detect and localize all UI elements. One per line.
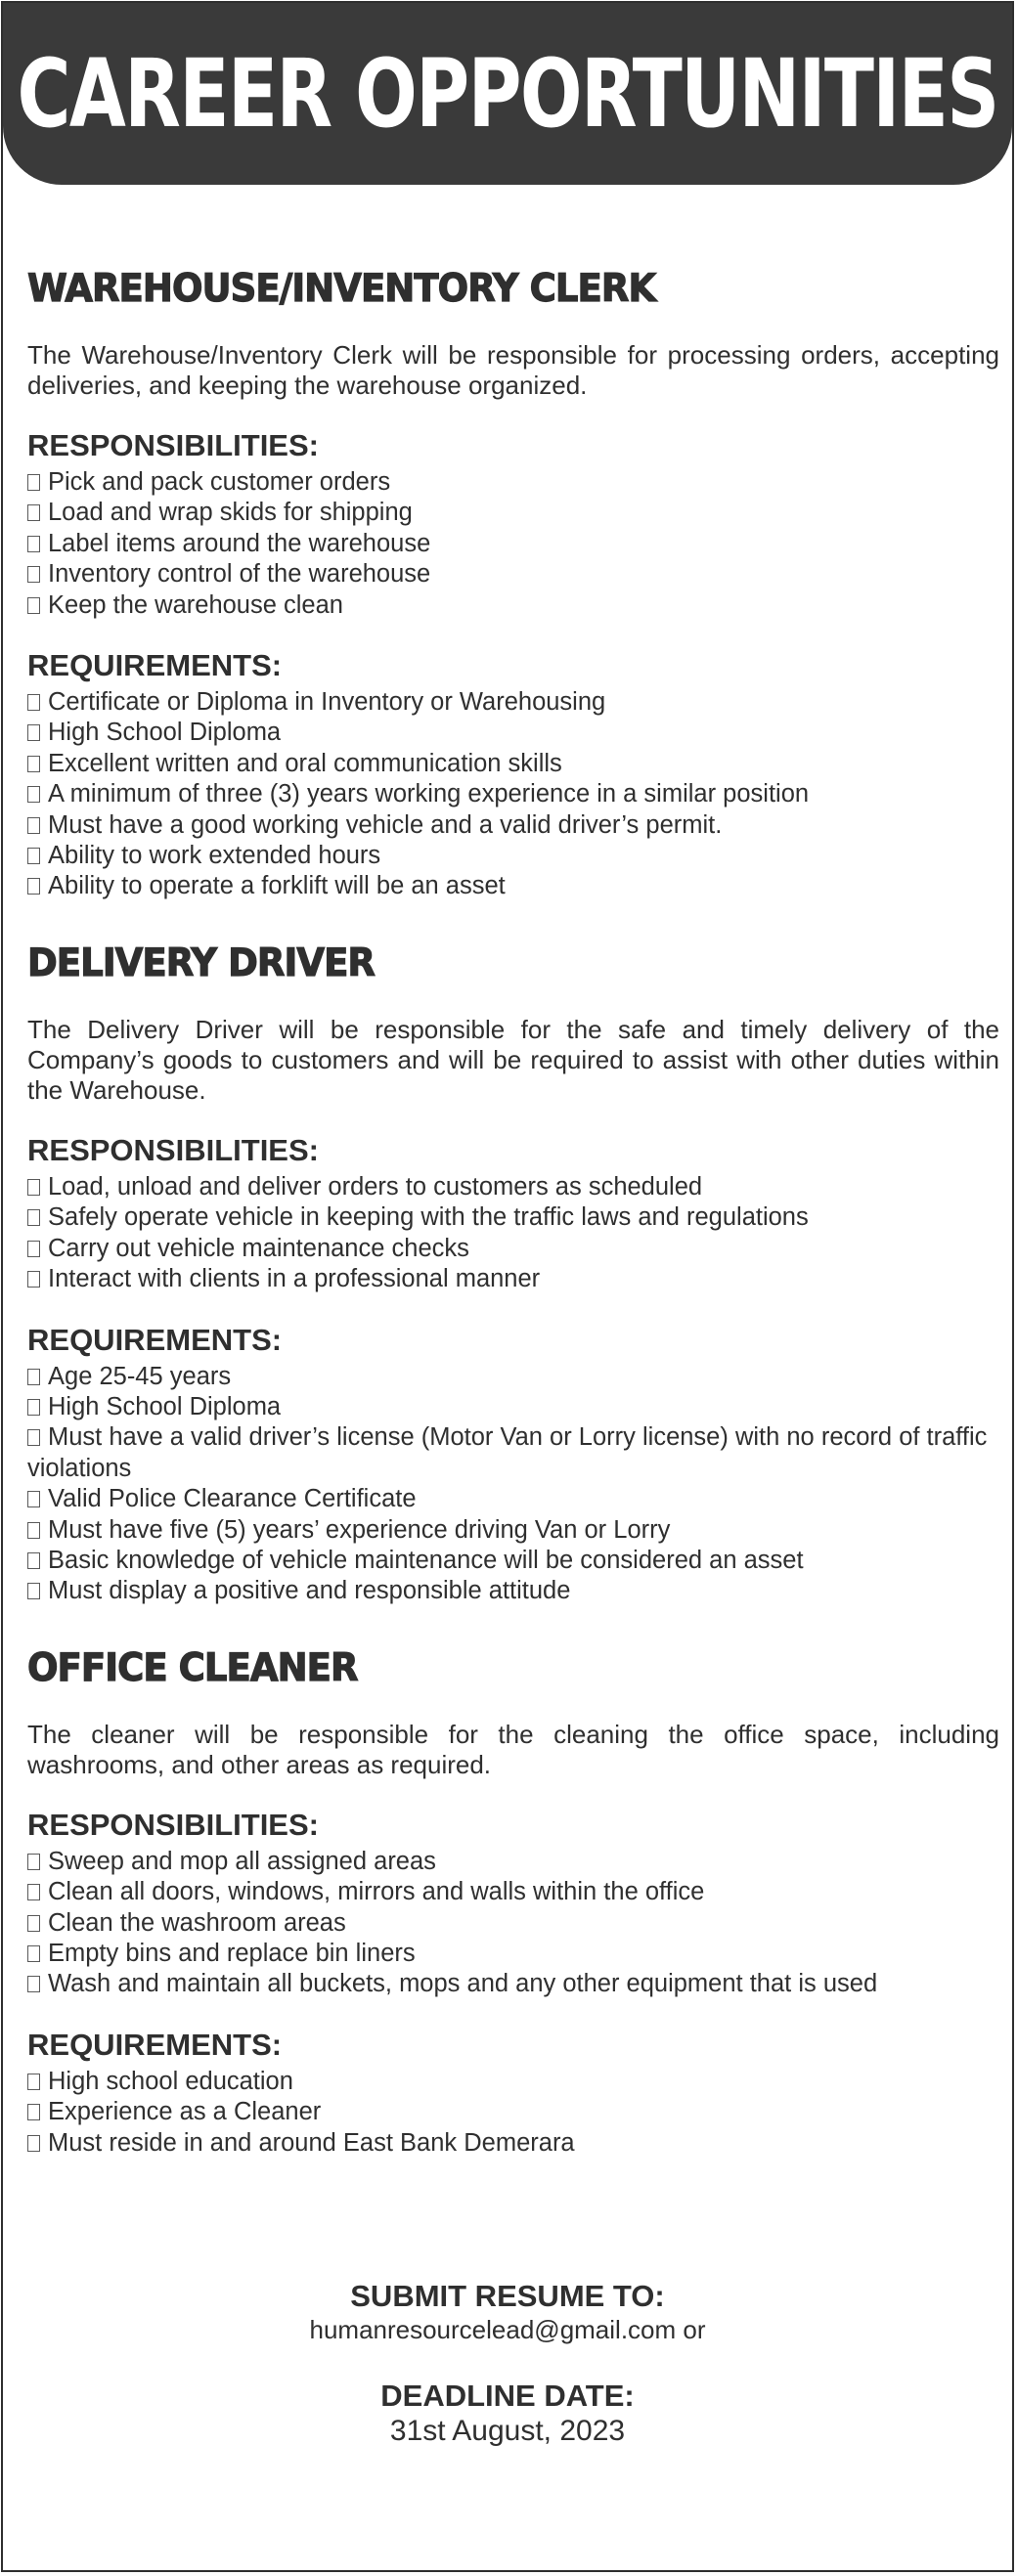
responsibility-item-text: Wash and maintain all buckets, mops and any other equipment that is used	[48, 1970, 878, 1998]
checkbox-bullet-icon	[27, 756, 40, 772]
requirement-item	[27, 779, 999, 809]
responsibility-item	[27, 1969, 999, 1999]
requirement-item	[27, 1362, 999, 1392]
responsibility-item	[27, 1939, 999, 1969]
requirement-item	[27, 841, 999, 871]
header-banner	[3, 3, 1012, 185]
responsibility-item	[27, 1264, 999, 1294]
responsibility-item	[27, 559, 999, 589]
checkbox-bullet-icon	[27, 724, 40, 741]
responsibility-item-text: Label items around the warehouse	[48, 529, 431, 557]
checkbox-bullet-icon	[27, 1522, 40, 1539]
requirement-item-text: Age 25-45 years	[48, 1362, 232, 1390]
responsibility-item-text: Sweep and mop all assigned areas	[48, 1847, 436, 1875]
responsibility-item-text: Empty bins and replace bin liners	[48, 1939, 416, 1967]
responsibility-item	[27, 1172, 999, 1202]
job-title: OFFICE CLEANER	[27, 1645, 358, 1690]
requirement-item-text: Must have a valid driver’s license (Motor Van or Lorry license) with no record of traffic violations	[27, 1423, 988, 1482]
checkbox-bullet-icon	[27, 2104, 40, 2120]
requirement-item-text: Ability to work extended hours	[48, 842, 381, 870]
responsibility-item	[27, 1908, 999, 1939]
job-title: WAREHOUSE/INVENTORY CLERK	[27, 267, 656, 311]
responsibility-item-text: Keep the warehouse clean	[48, 590, 343, 619]
responsibility-item-text: Clean the washroom areas	[48, 1908, 346, 1937]
page-title: CAREER OPPORTUNITIES	[17, 39, 998, 149]
responsibility-item-text: Inventory control of the warehouse	[48, 560, 431, 589]
requirement-item-text: High School Diploma	[48, 719, 282, 747]
requirement-item-text: Experience as a Cleaner	[48, 2098, 322, 2126]
responsibility-item	[27, 1202, 999, 1233]
requirement-item	[27, 1484, 999, 1514]
requirement-item-text: High school education	[48, 2067, 293, 2095]
checkbox-bullet-icon	[27, 1179, 40, 1196]
job-section	[27, 267, 999, 902]
requirement-item	[27, 2128, 999, 2159]
checkbox-bullet-icon	[27, 474, 40, 491]
checkbox-bullet-icon	[27, 1491, 40, 1507]
requirement-item-text: A minimum of three (3) years working experience in a similar position	[48, 780, 810, 808]
checkbox-bullet-icon	[27, 1976, 40, 1992]
requirement-item-text: Excellent written and oral communication skills	[48, 749, 562, 777]
checkbox-bullet-icon	[27, 1209, 40, 1226]
requirements-heading: REQUIREMENTS:	[27, 648, 283, 683]
checkbox-bullet-icon	[27, 1399, 40, 1416]
responsibility-item	[27, 1234, 999, 1264]
checkbox-bullet-icon	[27, 536, 40, 552]
job-description: The Warehouse/Inventory Clerk will be responsible for processing orders, accepting deliveries, and keeping the warehouse organized.	[27, 340, 999, 400]
requirement-item-text: Basic knowledge of vehicle maintenance will be considered an asset	[48, 1546, 804, 1574]
requirement-item	[27, 1515, 999, 1546]
job-section	[27, 941, 999, 1607]
responsibility-item-text: Interact with clients in a professional manner	[48, 1265, 541, 1293]
requirement-item-text: Certificate or Diploma in Inventory or Warehousing	[48, 688, 606, 717]
requirement-item	[27, 1576, 999, 1606]
deadline-section	[3, 2379, 1012, 2449]
requirement-item-text: Must have a good working vehicle and a valid driver’s permit.	[48, 810, 723, 839]
responsibility-item-text: Load and wrap skids for shipping	[48, 499, 413, 527]
job-title: DELIVERY DRIVER	[27, 940, 376, 985]
responsibility-item-text: Safely operate vehicle in keeping with the traffic laws and regulations	[48, 1203, 809, 1232]
requirement-item-text: Must reside in and around East Bank Demerara	[48, 2128, 575, 2157]
responsibility-item	[27, 1877, 999, 1907]
requirement-item	[27, 1392, 999, 1422]
requirement-item-text: Must display a positive and responsible attitude	[48, 1577, 571, 1605]
requirements-list	[27, 2067, 999, 2159]
responsibility-item	[27, 590, 999, 621]
responsibilities-list	[27, 1847, 999, 2000]
requirement-item	[27, 1422, 999, 1484]
requirement-item	[27, 2097, 999, 2127]
responsibility-item	[27, 498, 999, 528]
submit-resume-section	[3, 2279, 1012, 2345]
job-description: The cleaner will be responsible for the cleaning the office space, including washrooms, and other areas as required.	[27, 1719, 999, 1779]
responsibilities-list	[27, 467, 999, 621]
responsibility-item	[27, 1847, 999, 1877]
requirement-item	[27, 749, 999, 779]
job-description: The Delivery Driver will be responsible for the safe and timely delivery of the Company’s goods to customers and will be required to assist with other duties within the Warehouse.	[27, 1014, 999, 1105]
requirements-list	[27, 687, 999, 902]
job-advertisement	[1, 1, 1014, 2572]
contact-email[interactable]: humanresourcelead@gmail.com or	[309, 2315, 706, 2344]
responsibility-item-text: Carry out vehicle maintenance checks	[48, 1234, 469, 1262]
requirement-item-text: High School Diploma	[48, 1392, 282, 1420]
responsibilities-list	[27, 1172, 999, 1295]
responsibilities-heading: RESPONSIBILITIES:	[27, 428, 319, 462]
requirements-heading: REQUIREMENTS:	[27, 1322, 283, 1357]
checkbox-bullet-icon	[27, 1369, 40, 1385]
requirements-list	[27, 1362, 999, 1607]
checkbox-bullet-icon	[27, 504, 40, 521]
requirement-item-text: Valid Police Clearance Certificate	[48, 1485, 417, 1513]
requirement-item	[27, 718, 999, 748]
jobs-section	[27, 267, 999, 2198]
requirements-heading: REQUIREMENTS:	[27, 2027, 283, 2062]
checkbox-bullet-icon	[27, 2135, 40, 2152]
checkbox-bullet-icon	[27, 1945, 40, 1962]
responsibilities-heading: RESPONSIBILITIES:	[27, 1807, 319, 1842]
checkbox-bullet-icon	[27, 848, 40, 864]
responsibilities-heading: RESPONSIBILITIES:	[27, 1132, 319, 1167]
job-section	[27, 1646, 999, 2159]
checkbox-bullet-icon	[27, 878, 40, 895]
checkbox-bullet-icon	[27, 1552, 40, 1569]
checkbox-bullet-icon	[27, 817, 40, 834]
checkbox-bullet-icon	[27, 1915, 40, 1932]
responsibility-item-text: Pick and pack customer orders	[48, 468, 391, 496]
checkbox-bullet-icon	[27, 694, 40, 711]
checkbox-bullet-icon	[27, 597, 40, 614]
responsibility-item-text: Clean all doors, windows, mirrors and walls within the office	[48, 1878, 705, 1906]
submit-resume-label: SUBMIT RESUME TO:	[350, 2279, 665, 2313]
deadline-date: 31st August, 2023	[389, 2415, 626, 2447]
requirement-item	[27, 2067, 999, 2097]
requirement-item	[27, 871, 999, 901]
responsibility-item	[27, 529, 999, 559]
checkbox-bullet-icon	[27, 566, 40, 583]
requirement-item	[27, 810, 999, 841]
responsibility-item-text: Load, unload and deliver orders to customers as scheduled	[48, 1172, 703, 1201]
checkbox-bullet-icon	[27, 1271, 40, 1288]
requirement-item-text: Ability to operate a forklift will be an asset	[48, 872, 506, 900]
checkbox-bullet-icon	[27, 1583, 40, 1599]
deadline-label: DEADLINE DATE:	[380, 2379, 635, 2413]
checkbox-bullet-icon	[27, 2074, 40, 2090]
checkbox-bullet-icon	[27, 1884, 40, 1900]
checkbox-bullet-icon	[27, 1854, 40, 1870]
checkbox-bullet-icon	[27, 1429, 40, 1446]
requirement-item-text: Must have five (5) years’ experience driving Van or Lorry	[48, 1515, 671, 1544]
checkbox-bullet-icon	[27, 1241, 40, 1257]
checkbox-bullet-icon	[27, 786, 40, 803]
requirement-item	[27, 1546, 999, 1576]
responsibility-item	[27, 467, 999, 498]
requirement-item	[27, 687, 999, 718]
